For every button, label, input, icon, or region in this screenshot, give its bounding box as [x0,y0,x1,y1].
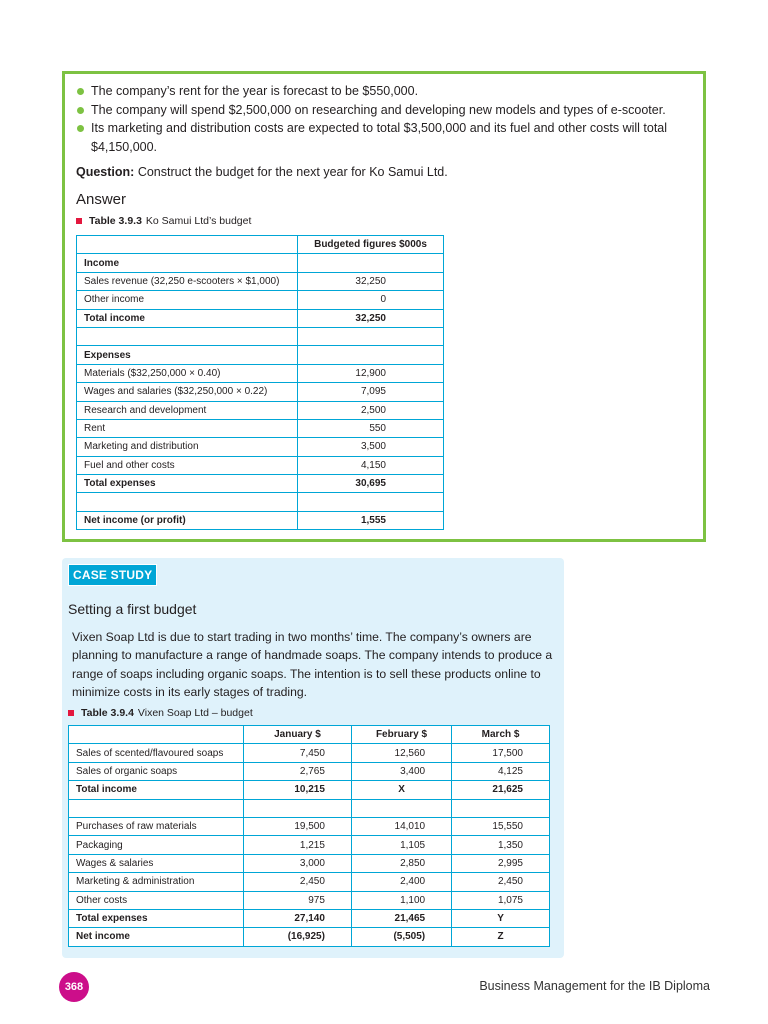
row-label: Marketing and distribution [77,438,298,456]
table-header-blank [69,726,244,744]
table-row [77,309,444,327]
row-value [298,493,444,511]
table-row [77,493,444,511]
question [76,163,448,181]
answer-heading: Answer [76,191,127,208]
table-caption [68,707,253,719]
row-label: Net income [69,928,244,946]
vixen-soap-budget-table [68,725,550,947]
table-row [69,891,550,909]
column-header: March $ [452,726,550,744]
row-value: 975 [244,891,352,909]
table-row [77,456,444,474]
row-label: Expenses [77,346,298,364]
table-row [69,854,550,872]
row-label: Total income [69,781,244,799]
table-row [77,383,444,401]
bullet-list [76,82,686,156]
row-value: 4,125 [452,762,550,780]
row-value: 550 [298,419,444,437]
row-label: Income [77,254,298,272]
worked-example-box [62,71,706,542]
row-label: Total expenses [77,475,298,493]
case-study-box [62,558,564,958]
row-value: 7,095 [298,383,444,401]
table-row [69,744,550,762]
bullet-item: The company will spend $2,500,000 on researching and developing new models and types of e-scooter. [76,101,686,120]
table-caption-text: Vixen Soap Ltd – budget [137,707,253,719]
table-row [77,346,444,364]
table-row [77,438,444,456]
row-value [452,799,550,817]
row-label: Materials ($32,250,000 × 0.40) [77,364,298,382]
page-number-badge: 368 [59,972,89,1002]
table-row [69,817,550,835]
table-row [77,272,444,290]
caption-square-icon [76,218,82,224]
row-value: 2,450 [452,873,550,891]
row-value: X [351,781,451,799]
table-row [69,836,550,854]
row-value: 3,000 [244,854,352,872]
row-value: 14,010 [351,817,451,835]
row-label: Packaging [69,836,244,854]
row-label: Sales revenue (32,250 e-scooters × $1,000) [77,272,298,290]
row-value: 32,250 [298,309,444,327]
row-value: 2,450 [244,873,352,891]
table-row [77,419,444,437]
table-row [69,781,550,799]
table-row [77,254,444,272]
case-study-label: CASE STUDY [68,564,157,586]
column-header: January $ [244,726,352,744]
row-value: 27,140 [244,909,352,927]
row-value: (5,505) [351,928,451,946]
table-row [77,327,444,345]
case-study-title: Setting a first budget [68,601,197,617]
row-value: 12,900 [298,364,444,382]
table-row [77,475,444,493]
table-row [69,928,550,946]
table-row [69,762,550,780]
row-label: Other costs [69,891,244,909]
table-row [69,909,550,927]
table-caption-text: Ko Samui Ltd’s budget [145,215,252,227]
row-value: 3,400 [351,762,451,780]
question-text: Construct the budget for the next year for Ko Samui Ltd. [134,165,448,179]
row-value: 15,550 [452,817,550,835]
row-value: Z [452,928,550,946]
row-value: 30,695 [298,475,444,493]
row-label: Marketing & administration [69,873,244,891]
row-value: (16,925) [244,928,352,946]
row-value: 12,560 [351,744,451,762]
row-value: 1,100 [351,891,451,909]
bullet-item: Its marketing and distribution costs are expected to total $3,500,000 and its fuel and other costs will total $4,150,000. [76,119,686,156]
row-value: 1,350 [452,836,550,854]
row-label: Sales of scented/flavoured soaps [69,744,244,762]
row-value: Y [452,909,550,927]
row-value: 1,215 [244,836,352,854]
row-value: 2,765 [244,762,352,780]
table-row [77,511,444,529]
row-label: Research and development [77,401,298,419]
row-value: 1,105 [351,836,451,854]
row-label [77,327,298,345]
row-value: 4,150 [298,456,444,474]
row-label: Purchases of raw materials [69,817,244,835]
bullet-dot-icon [77,88,84,95]
row-value: 1,555 [298,511,444,529]
table-header-blank [77,236,298,254]
row-value: 21,465 [351,909,451,927]
ko-samui-budget-table [76,235,444,530]
row-value: 2,500 [298,401,444,419]
caption-square-icon [68,710,74,716]
row-value: 0 [298,291,444,309]
row-value [351,799,451,817]
row-label: Sales of organic soaps [69,762,244,780]
row-value: 1,075 [452,891,550,909]
row-value: 19,500 [244,817,352,835]
row-value: 7,450 [244,744,352,762]
row-label: Rent [77,419,298,437]
row-label: Total expenses [69,909,244,927]
table-row [69,873,550,891]
row-label: Fuel and other costs [77,456,298,474]
row-label: Wages and salaries ($32,250,000 × 0.22) [77,383,298,401]
row-value: 32,250 [298,272,444,290]
row-value: 2,850 [351,854,451,872]
table-row [77,364,444,382]
row-value [298,254,444,272]
row-value: 17,500 [452,744,550,762]
table-caption [76,215,251,227]
bullet-dot-icon [77,125,84,132]
row-label: Other income [77,291,298,309]
table-row [77,401,444,419]
row-value [298,327,444,345]
table-header: Budgeted figures $000s [298,236,444,254]
row-label: Wages & salaries [69,854,244,872]
row-label: Total income [77,309,298,327]
row-label [77,493,298,511]
bullet-item: The company’s rent for the year is forecast to be $550,000. [76,82,686,101]
row-value: 10,215 [244,781,352,799]
question-label: Question: [76,165,135,179]
row-value: 3,500 [298,438,444,456]
row-value: 2,400 [351,873,451,891]
row-label [69,799,244,817]
table-caption-number: Table 3.9.4 [81,707,134,719]
row-value [244,799,352,817]
book-title: Business Management for the IB Diploma [479,979,710,993]
column-header: February $ [351,726,451,744]
row-label: Net income (or profit) [77,511,298,529]
table-row [69,799,550,817]
bullet-dot-icon [77,107,84,114]
case-study-text: Vixen Soap Ltd is due to start trading in two months’ time. The company’s owners are planning to manufacture a range of handmade soaps. The company intends to produce a range of soaps including organic soaps. The intention is to sell these products online to minimize costs in its early stages of trading. [72,630,553,699]
row-value [298,346,444,364]
table-caption-number: Table 3.9.3 [89,215,142,227]
table-row [77,291,444,309]
row-value: 2,995 [452,854,550,872]
row-value: 21,625 [452,781,550,799]
